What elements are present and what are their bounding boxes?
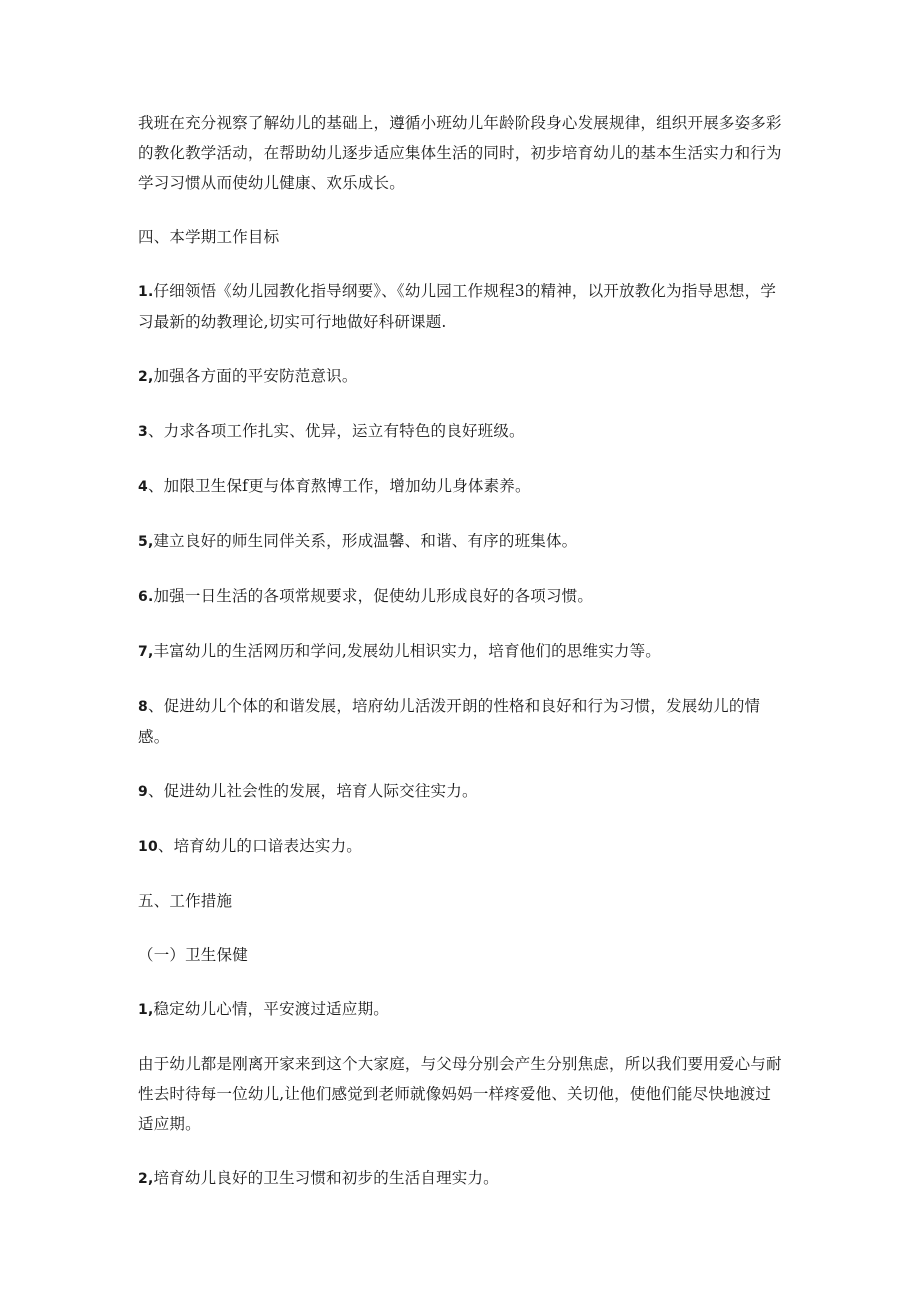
item-text: 加强各方面的平安防范意识。: [153, 367, 358, 385]
paragraph-intro: [138, 108, 786, 198]
goal-item-4: [138, 471, 786, 502]
heading-text: 五、工作措施: [138, 892, 233, 910]
item-text: 、促进幼儿个体的和谐发展，培府幼儿活泼开朗的性格和良好和行为习惯，发展幼儿的情感。: [138, 697, 761, 746]
item-text: 仔细领悟《幼儿园教化指导纲要》、《幼儿园工作规程3的精神，以开放教化为指导思想，学习最新的幼教理论,切实可行地做好科研课题.: [138, 282, 777, 331]
item-text: 、培育幼儿的口谙表达实力。: [157, 837, 362, 855]
goal-item-1: [138, 276, 786, 337]
item-text: 稳定幼儿心情，平安渡过适应期。: [153, 1000, 389, 1018]
item-number: 8: [138, 699, 148, 715]
section-heading-goals: [138, 222, 786, 252]
item-number: 1,: [138, 1002, 154, 1018]
heading-text: 四、本学期工作目标: [138, 228, 280, 246]
item-number: 2,: [138, 1171, 154, 1187]
item-number: 5,: [138, 534, 154, 550]
item-text: 加强一日生活的各项常规要求，促使幼儿形成良好的各项习惯。: [153, 587, 594, 605]
item-text: 建立良好的师生同伴关系，形成温馨、和谐、有序的班集体。: [153, 532, 578, 550]
item-number: 4: [138, 479, 148, 495]
subsection-heading-health: [138, 940, 786, 970]
item-text: 、加限卫生保f更与体育熬博工作，增加幼儿身体素养。: [147, 477, 531, 495]
goal-item-9: [138, 776, 786, 807]
goal-item-6: [138, 581, 786, 612]
measure-item-2: [138, 1163, 786, 1194]
item-text: 、促进幼儿社会性的发展，培育人际交往实力。: [147, 782, 478, 800]
heading-text: （一）卫生保健: [138, 946, 248, 964]
goal-item-7: [138, 636, 786, 667]
item-number: 1.: [138, 284, 154, 300]
paragraph-text: 由于幼儿都是刚离开家来到这个大家庭，与父母分别会产生分别焦虑，所以我们要用爱心与耐性去时待每一位幼儿,让他们感觉到老师就像妈妈一样疼爱他、关切他，使他们能尽快地渡过适应期。: [138, 1055, 782, 1133]
goal-item-5: [138, 526, 786, 557]
item-text: 培育幼儿良好的卫生习惯和初步的生活自理实力。: [153, 1169, 499, 1187]
item-number: 10: [138, 839, 158, 855]
item-text: 丰富幼儿的生活网历和学问,发展幼儿相识实力，培育他们的思维实力等。: [153, 642, 661, 660]
item-number: 6.: [138, 589, 154, 605]
item-number: 9: [138, 784, 148, 800]
item-number: 2,: [138, 369, 154, 385]
document-body: [138, 108, 786, 1194]
paragraph-adaptation: [138, 1049, 786, 1139]
section-heading-measures: [138, 886, 786, 916]
paragraph-text: 我班在充分视察了解幼儿的基础上，遵循小班幼儿年龄阶段身心发展规律，组织开展多姿多彩的教化教学活动，在帮助幼儿逐步适应集体生活的同时，初步培育幼儿的基本生活实力和行为学习习惯从而使幼儿健康、欢乐成长。: [138, 114, 782, 192]
goal-item-10: [138, 831, 786, 862]
measure-item-1: [138, 994, 786, 1025]
goal-item-3: [138, 416, 786, 447]
goal-item-2: [138, 361, 786, 392]
item-number: 7,: [138, 644, 154, 660]
goal-item-8: [138, 691, 786, 752]
item-text: 、力求各项工作扎实、优异，运立有特色的良好班级。: [147, 422, 525, 440]
item-number: 3: [138, 424, 148, 440]
